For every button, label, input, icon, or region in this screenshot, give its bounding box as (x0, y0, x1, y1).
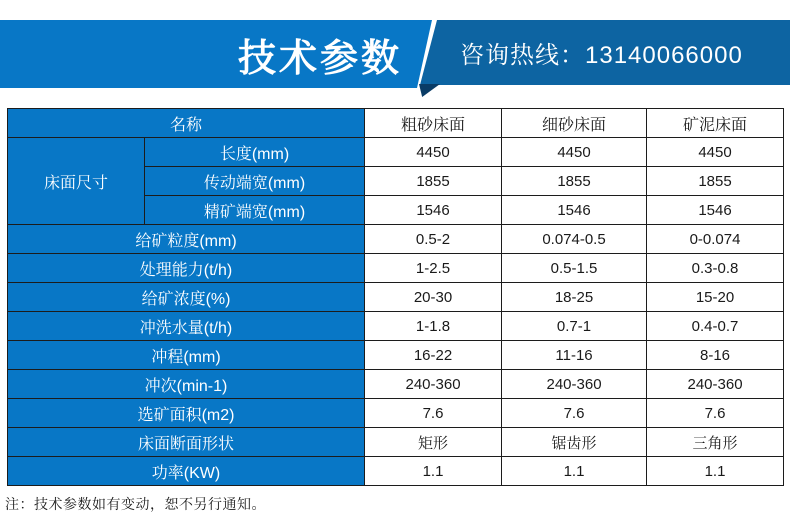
table-row (8, 225, 784, 254)
cell-value: 8-16 (647, 341, 784, 370)
cell-value: 4450 (647, 138, 784, 167)
column-header: 细砂床面 (502, 109, 647, 138)
row-label: 冲次(min-1) (8, 370, 365, 399)
row-label: 给矿浓度(%) (8, 283, 365, 312)
cell-value: 矩形 (365, 428, 502, 457)
table-row (8, 283, 784, 312)
table-row (8, 341, 784, 370)
cell-value: 锯齿形 (502, 428, 647, 457)
name-header-cell: 名称 (8, 109, 365, 138)
row-label: 处理能力(t/h) (8, 254, 365, 283)
cell-value: 18-25 (502, 283, 647, 312)
table-row (8, 312, 784, 341)
cell-value: 1-1.8 (365, 312, 502, 341)
column-header: 粗砂床面 (365, 109, 502, 138)
group-label: 床面尺寸 (8, 138, 145, 225)
cell-value: 1855 (365, 167, 502, 196)
cell-value: 0.7-1 (502, 312, 647, 341)
cell-value: 0.5-1.5 (502, 254, 647, 283)
table-row (8, 399, 784, 428)
row-label: 冲程(mm) (8, 341, 365, 370)
page-title: 技术参数 (237, 37, 402, 80)
cell-value: 7.6 (647, 399, 784, 428)
cell-value: 240-360 (647, 370, 784, 399)
row-label: 床面断面形状 (8, 428, 365, 457)
hotline-text: 咨询热线：13140066000 (460, 42, 743, 69)
cell-value: 240-360 (502, 370, 647, 399)
cell-value: 15-20 (647, 283, 784, 312)
row-label: 冲洗水量(t/h) (8, 312, 365, 341)
cell-value: 1.1 (647, 457, 784, 486)
table-row (8, 457, 784, 486)
cell-value: 16-22 (365, 341, 502, 370)
cell-value: 1855 (502, 167, 647, 196)
cell-value: 7.6 (365, 399, 502, 428)
cell-value: 20-30 (365, 283, 502, 312)
cell-value: 1855 (647, 167, 784, 196)
spec-table (7, 108, 784, 486)
cell-value: 0.074-0.5 (502, 225, 647, 254)
cell-value: 11-16 (502, 341, 647, 370)
cell-value: 4450 (502, 138, 647, 167)
cell-value: 1546 (502, 196, 647, 225)
cell-value: 1.1 (365, 457, 502, 486)
row-label: 传动端宽(mm) (145, 167, 365, 196)
table-row (8, 254, 784, 283)
cell-value: 0.5-2 (365, 225, 502, 254)
row-label: 功率(KW) (8, 457, 365, 486)
cell-value: 1546 (647, 196, 784, 225)
row-label: 精矿端宽(mm) (145, 196, 365, 225)
row-label: 选矿面积(m2) (8, 399, 365, 428)
table-row (8, 109, 784, 138)
cell-value: 1.1 (502, 457, 647, 486)
table-row (8, 370, 784, 399)
cell-value: 0.3-0.8 (647, 254, 784, 283)
cell-value: 4450 (365, 138, 502, 167)
table-row (8, 428, 784, 457)
cell-value: 三角形 (647, 428, 784, 457)
row-label: 给矿粒度(mm) (8, 225, 365, 254)
cell-value: 1546 (365, 196, 502, 225)
cell-value: 1-2.5 (365, 254, 502, 283)
cell-value: 240-360 (365, 370, 502, 399)
table-row (8, 138, 784, 167)
column-header: 矿泥床面 (647, 109, 784, 138)
cell-value: 7.6 (502, 399, 647, 428)
cell-value: 0-0.074 (647, 225, 784, 254)
disclaimer-note: 注：技术参数如有变动，恕不另行通知。 (5, 496, 266, 512)
cell-value: 0.4-0.7 (647, 312, 784, 341)
row-label: 长度(mm) (145, 138, 365, 167)
